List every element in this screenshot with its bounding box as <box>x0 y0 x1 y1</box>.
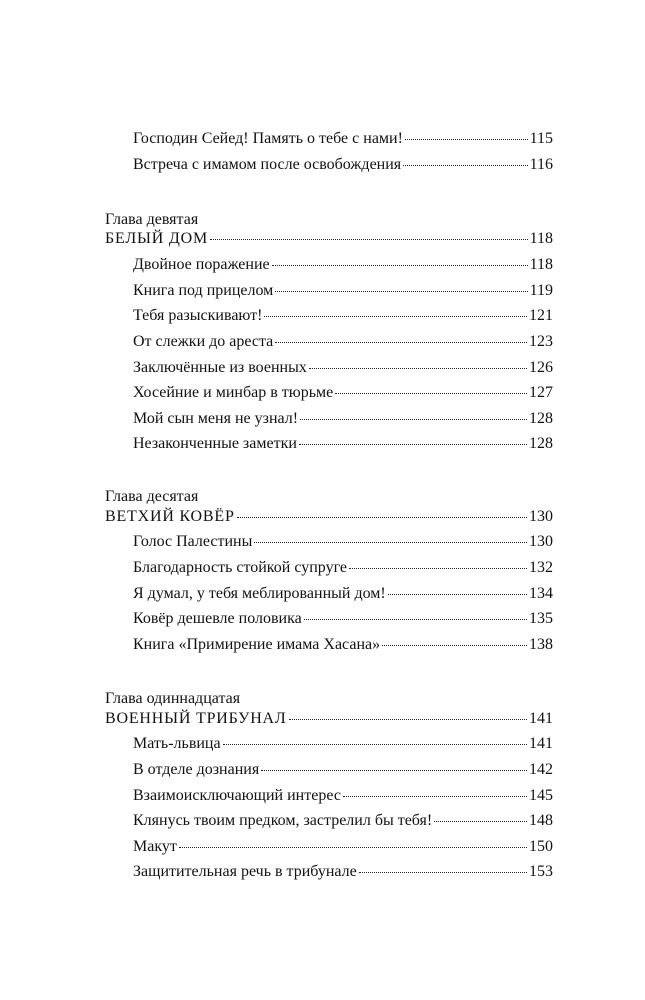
entry-page: 130 <box>529 533 553 550</box>
toc-entry <box>133 330 553 354</box>
dot-leader <box>254 542 527 543</box>
dot-leader <box>309 368 527 369</box>
entry-title: Взаимоисключающий интерес <box>133 787 341 804</box>
entry-page: 145 <box>529 787 553 804</box>
entry-page: 118 <box>529 230 553 247</box>
toc-entry <box>133 153 553 177</box>
dot-leader <box>289 719 527 720</box>
toc-entry <box>133 784 553 808</box>
entry-page: 116 <box>529 156 553 173</box>
toc-entry <box>133 253 553 277</box>
entry-page: 148 <box>529 812 553 829</box>
dot-leader <box>343 796 527 797</box>
entry-page: 150 <box>529 838 553 855</box>
entry-page: 135 <box>529 610 553 627</box>
toc-entry <box>133 556 553 580</box>
dot-leader <box>349 568 527 569</box>
entry-title: Незаконченные заметки <box>133 435 297 452</box>
chapter-title-entry <box>105 505 553 529</box>
dot-leader <box>264 316 527 317</box>
entry-page: 141 <box>529 710 553 727</box>
entry-title: Заключённые из военных <box>133 359 307 376</box>
entry-title: Мой сын меня не узнал! <box>133 410 299 427</box>
dot-leader <box>405 139 528 140</box>
entry-title: Двойное поражение <box>133 256 270 273</box>
entry-title: Голос Палестины <box>133 533 253 550</box>
entry-page: 123 <box>529 333 553 350</box>
toc-entry <box>133 407 553 431</box>
toc-entry <box>133 530 553 554</box>
entry-title: Господин Сейед! Память о тебе с нами! <box>133 130 403 147</box>
entry-title: Книга «Примирение имама Хасана» <box>133 636 381 653</box>
entry-title: Макут <box>133 838 177 855</box>
entry-page: 128 <box>529 435 553 452</box>
toc-entry <box>133 279 553 303</box>
entry-title: Книга под прицелом <box>133 282 274 299</box>
dot-leader <box>179 847 527 848</box>
dot-leader <box>300 419 527 420</box>
entry-title: Благодарность стойкой супруге <box>133 559 348 576</box>
entry-page: 126 <box>529 359 553 376</box>
chapter-title-entry <box>105 707 553 731</box>
entry-title: Мать-львица <box>133 735 221 752</box>
entry-page: 142 <box>529 761 553 778</box>
toc-entry <box>133 356 553 380</box>
entry-page: 132 <box>529 559 553 576</box>
entry-page: 153 <box>529 863 553 880</box>
entry-title: Хосейние и минбар в тюрьме <box>133 384 334 401</box>
chapter-title: ВОЕННЫЙ ТРИБУНАЛ <box>105 710 287 727</box>
chapter-title: ВЕТХИЙ КОВЁР <box>105 508 235 525</box>
entry-page: 115 <box>529 130 553 147</box>
entry-title: В отделе дознания <box>133 761 260 778</box>
dot-leader <box>304 619 527 620</box>
entry-title: Клянусь твоим предком, застрелил бы тебя! <box>133 812 433 829</box>
toc-entry <box>133 582 553 606</box>
entry-page: 121 <box>529 307 553 324</box>
toc-entry <box>133 835 553 859</box>
toc-entry <box>133 633 553 657</box>
dot-leader <box>299 444 527 445</box>
entry-page: 138 <box>529 636 553 653</box>
chapter-title: БЕЛЫЙ ДОМ <box>105 230 209 247</box>
toc-entry <box>133 127 553 151</box>
dot-leader <box>261 770 527 771</box>
entry-title: Встреча с имамом после освобождения <box>133 156 402 173</box>
entry-title: Защитительная речь в трибунале <box>133 863 357 880</box>
entry-page: 130 <box>529 508 553 525</box>
dot-leader <box>275 342 527 343</box>
chapter-title-entry <box>105 227 553 251</box>
toc-entry <box>133 758 553 782</box>
dot-leader <box>335 393 527 394</box>
toc-entry <box>133 607 553 631</box>
entry-page: 128 <box>529 410 553 427</box>
entry-title: От слежки до ареста <box>133 333 274 350</box>
dot-leader <box>237 517 527 518</box>
dot-leader <box>382 645 527 646</box>
toc-entry <box>133 304 553 328</box>
entry-page: 119 <box>529 282 553 299</box>
dot-leader <box>359 872 527 873</box>
toc-entry <box>133 381 553 405</box>
entry-title: Тебя разыскивают! <box>133 307 263 324</box>
entry-page: 134 <box>529 585 553 602</box>
entry-page: 127 <box>529 384 553 401</box>
entry-page: 141 <box>529 735 553 752</box>
dot-leader <box>388 594 527 595</box>
chapter-label: Глава девятая <box>105 211 199 228</box>
toc-entry <box>133 809 553 833</box>
dot-leader <box>434 821 527 822</box>
toc-entry <box>133 860 553 884</box>
toc-entry <box>133 732 553 756</box>
dot-leader <box>275 291 527 292</box>
dot-leader <box>272 265 528 266</box>
dot-leader <box>223 744 527 745</box>
dot-leader <box>210 239 528 240</box>
dot-leader <box>403 165 527 166</box>
entry-title: Ковёр дешевле половика <box>133 610 302 627</box>
entry-title: Я думал, у тебя меблированный дом! <box>133 585 386 602</box>
entry-page: 118 <box>529 256 553 273</box>
chapter-label: Глава десятая <box>105 488 199 505</box>
chapter-label: Глава одиннадцатая <box>105 690 241 707</box>
toc-entry <box>133 432 553 456</box>
